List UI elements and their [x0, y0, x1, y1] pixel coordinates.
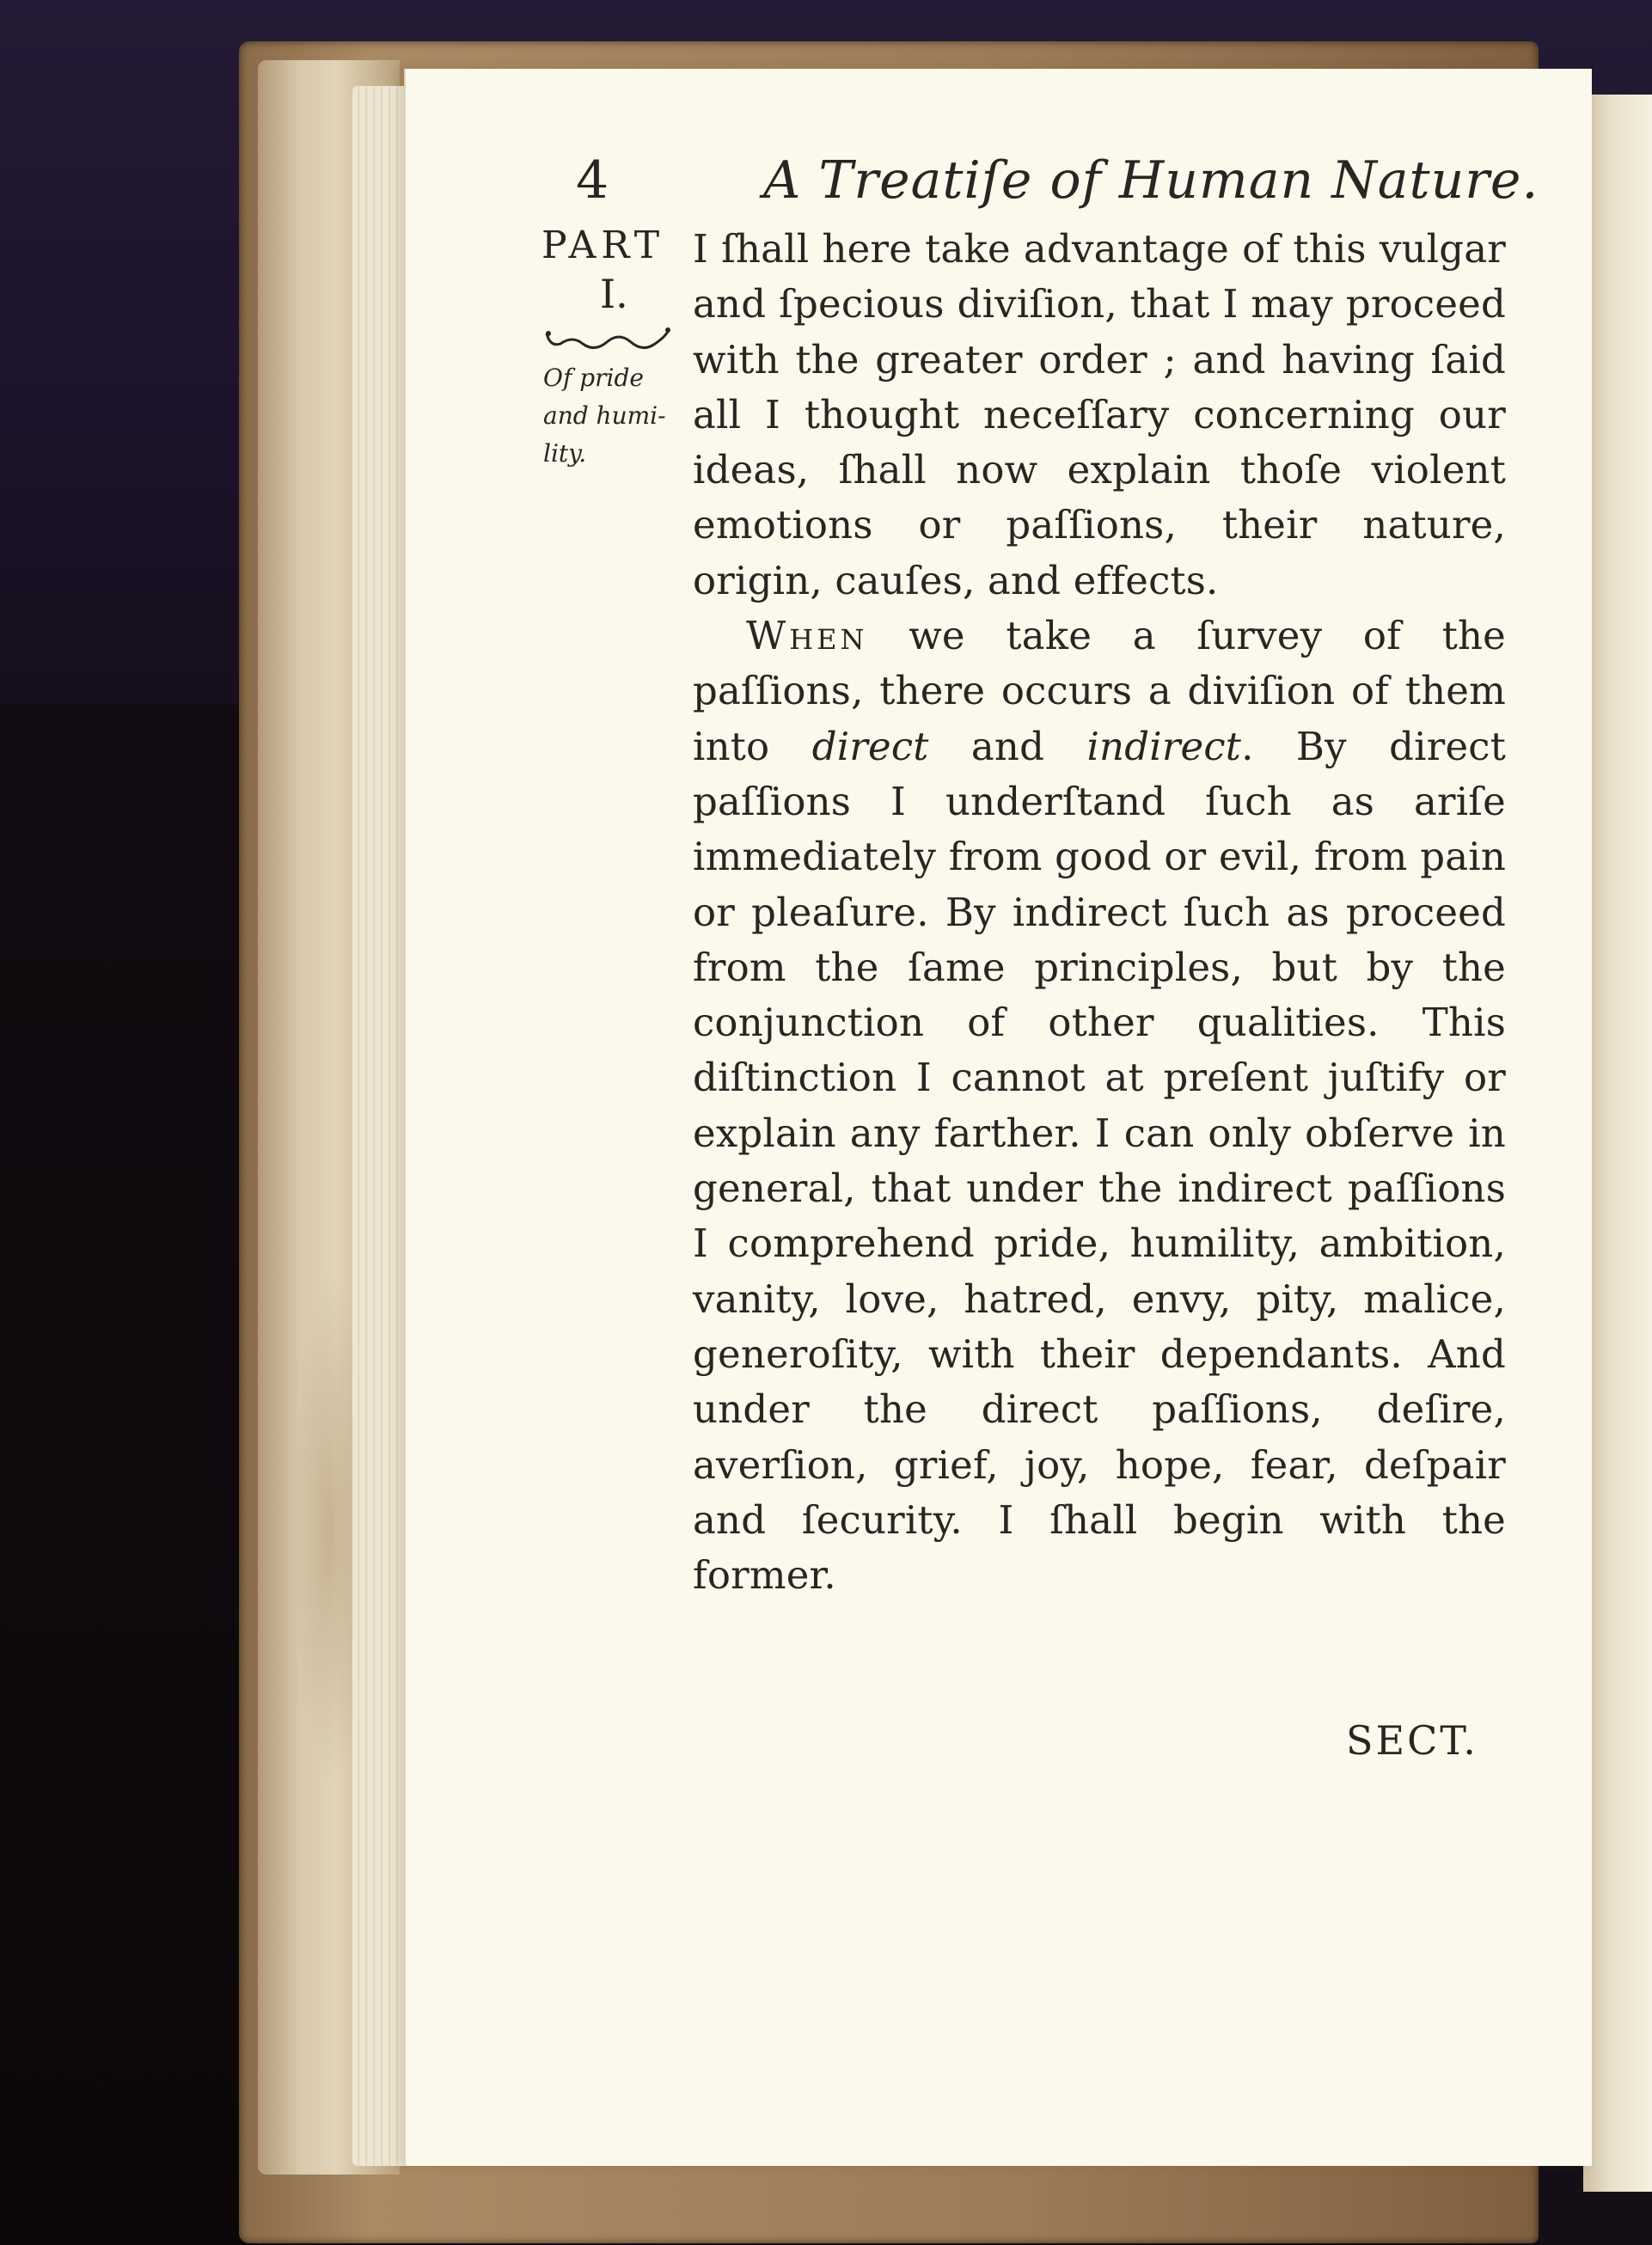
paragraph-2-text-c: . By direct paſſions I underſtand ſuch as ariſe immediately from good or evil, from pain or pleaſure. By indirect ſuch as proceed from the ſame principles, but by the conjunction of other qualities. This diſtinction I cannot at preſent juſtify or explain any farther. I can only obſerve in general, that under the indirect paſſions I comprehend pride, humility, ambition, vanity, love, hatred, envy, pity, malice, generoſity, with their dependants. And under the direct paſſions, deſire, averſion, grief, joy, hope, fear, deſpair and ſecurity. I ſhall begin with the former.	[693, 723, 1506, 1599]
paragraph-2-text-b: and	[928, 723, 1087, 769]
background-dark-left	[0, 705, 258, 2245]
ornament-flourish	[543, 325, 672, 356]
margin-sidenote	[543, 359, 672, 473]
sidenote-line-1: Of pride	[543, 364, 644, 392]
word-indirect: indirect	[1086, 723, 1242, 769]
paragraph-1: I ſhall here take advantage of this vulgar and ſpecious diviſion, that I may proceed with the greater order ; and having ſaid all I thought neceſſary concerning our ideas, ſhall now explain thoſe violent emotions or paſſions, their nature, origin, cauſes, and effects.	[693, 226, 1506, 603]
facing-page-edge	[1583, 95, 1652, 2192]
paragraph-2-text-a: we take a ſurvey of the paſſions, there occurs a diviſion of them into	[693, 613, 1506, 769]
running-title: A Treatiſe of Human Nature.	[763, 150, 1539, 211]
sidenote-line-3: lity.	[543, 439, 587, 468]
catchword: SECT.	[1346, 1717, 1478, 1764]
part-number: I.	[600, 271, 628, 317]
page-number: 4	[576, 150, 609, 211]
paragraph-2	[693, 609, 1506, 1603]
body-text	[693, 222, 1506, 1603]
paragraph-2-lead: When	[746, 613, 868, 659]
sidenote-line-2: and humi-	[543, 401, 666, 430]
part-label: PART	[541, 223, 665, 267]
word-direct: direct	[811, 723, 929, 769]
